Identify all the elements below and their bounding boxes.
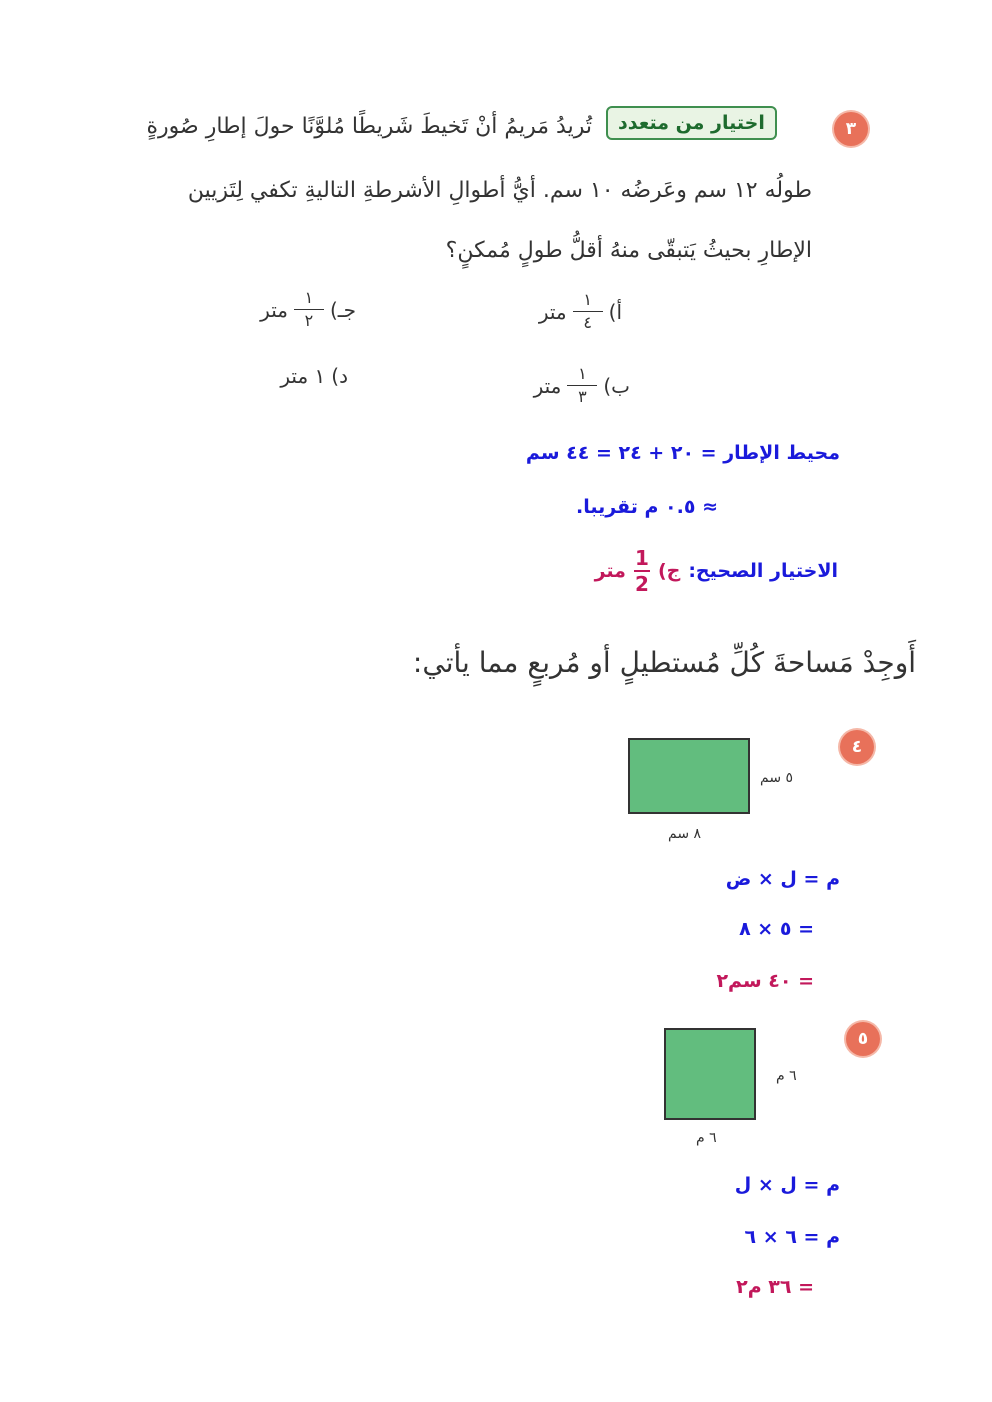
question3-line2: طولُه ١٢ سم وعَرضُه ١٠ سم. أيُّ أطوالِ الأشرطةِ التاليةِ تكفي لِتَزيين [187, 178, 812, 203]
q4-substitution: = ٥ × ٨ [739, 918, 814, 940]
answer-unit: متر [594, 560, 626, 582]
square-side-label: ٦ م [776, 1068, 797, 1084]
option-c-numerator: ١ [304, 288, 314, 307]
option-b-denominator: ٣ [578, 387, 587, 406]
option-c-unit: متر [260, 297, 288, 322]
option-a-fraction [573, 292, 603, 331]
answer-numerator: 1 [634, 546, 649, 570]
option-b-unit: متر [533, 373, 562, 398]
question4-number-badge: ٤ [840, 730, 874, 764]
question5-number-badge: ٥ [846, 1022, 880, 1056]
option-c-fraction [294, 290, 324, 329]
q5-formula: م = ل × ل [734, 1174, 840, 1196]
answer-letter: ج) [657, 560, 681, 582]
option-d-text: ١ متر [280, 364, 326, 388]
option-b-fraction [567, 366, 597, 405]
option-a-label: أ) [608, 299, 622, 324]
option-c-denominator: ٢ [304, 311, 314, 330]
q4-formula: م = ل × ض [725, 868, 840, 890]
q5-result: = ٣٦ م٢ [736, 1276, 814, 1298]
solution-perimeter: محيط الإطار = ٢٠ + ٢٤ = ٤٤ سم [525, 442, 840, 464]
option-a-denominator: ٤ [583, 313, 592, 332]
q4-result: = ٤٠ سم٢ [716, 970, 814, 992]
square-shape [664, 1028, 756, 1120]
answer-fraction [634, 548, 650, 594]
question3-line3: الإطارِ بحيثُ يَتبقّى منهُ أقلُّ طولٍ مُمكنٍ؟ [445, 238, 812, 263]
section-heading: أَوجِدْ مَساحةَ كُلِّ مُستطيلٍ أو مُربعٍ مما يأتي: [412, 646, 916, 679]
multiple-choice-tag: اختيار من متعدد [606, 106, 777, 140]
square-bottom-label: ٦ م [696, 1130, 717, 1146]
option-c [260, 290, 356, 329]
option-a-numerator: ١ [583, 290, 592, 309]
question3-line1: تُريدُ مَريمُ أنْ تَخيطَ شَريطًا مُلوَّنًا حولَ إطارِ صُورةٍ [146, 114, 592, 139]
option-b-label: ب) [603, 373, 630, 398]
option-a [539, 292, 622, 331]
option-a-unit: متر [538, 299, 567, 324]
rectangle-bottom-label: ٨ سم [668, 826, 702, 842]
q5-substitution: م = ٦ × ٦ [744, 1226, 840, 1248]
option-b-numerator: ١ [578, 364, 587, 383]
answer-label: الاختيار الصحيح: [688, 560, 838, 582]
answer-denominator: 2 [634, 572, 649, 596]
question-number-badge: ٣ [834, 112, 868, 146]
option-b [534, 366, 630, 405]
option-c-label: جـ) [329, 297, 356, 322]
option-d-label: د) [331, 364, 348, 388]
rectangle-shape [628, 738, 750, 814]
option-d [280, 364, 348, 388]
solution-answer [595, 548, 838, 594]
solution-approx: ≈ ٠.٥ م تقريبا. [576, 496, 718, 518]
rectangle-side-label: ٥ سم [760, 770, 794, 786]
